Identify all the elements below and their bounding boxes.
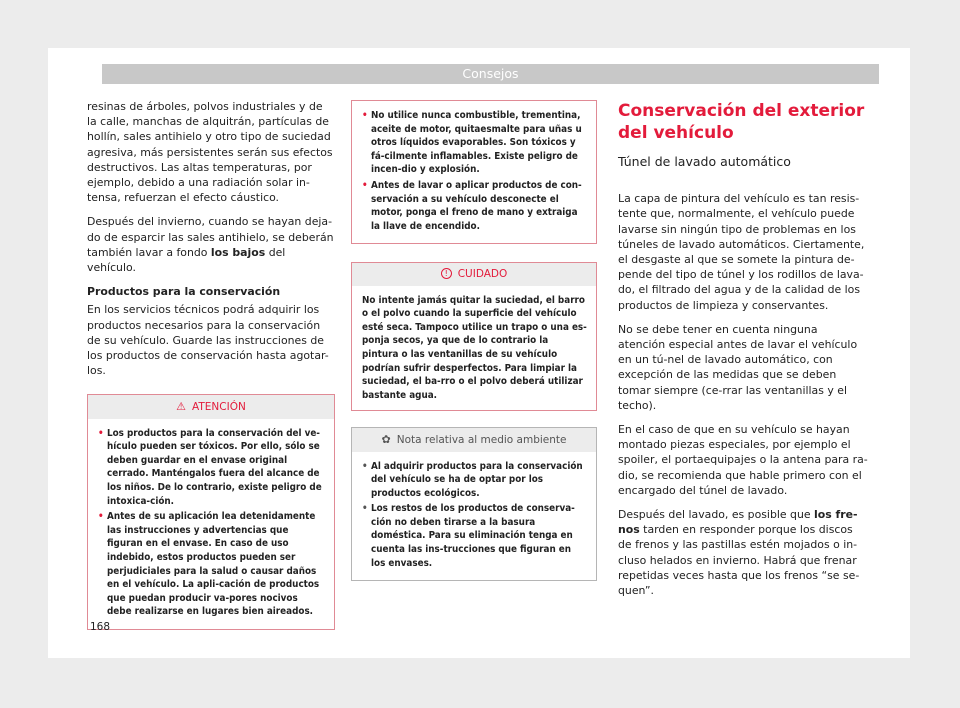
caution-box: [351, 262, 597, 411]
list-item: [98, 510, 325, 619]
bullet-icon: •: [362, 110, 368, 121]
column-left: [87, 99, 335, 644]
environment-flower-icon: ✿: [381, 433, 391, 447]
bullet-icon: •: [362, 460, 368, 472]
list-item: [362, 109, 587, 177]
caution-title: CUIDADO: [457, 268, 508, 281]
list-item-text: Antes de lavar o aplicar productos de con-servación a su vehículo desconecte el motor, ponga el freno de mano y extraiga la llave de encendido.: [371, 179, 582, 232]
bullet-icon: •: [98, 511, 104, 523]
paragraph: [618, 507, 868, 598]
warning-triangle-icon: ⚠: [176, 400, 187, 414]
text: Después del invierno, cuando se hayan deja-do de esparcir las sales antihielo, se deberán también lavar a fondo: [87, 215, 334, 259]
list-item-text: Los restos de los productos de conserva-ción no deben tirarse a la basura doméstica. Para su eliminación tenga en cuenta las ins-trucciones que figuran en los envases.: [371, 503, 575, 569]
paragraph: En los servicios técnicos podrá adquirir los productos necesarios para la conservación de su vehículo. Guarde las instrucciones de los productos de conservación hasta agotar-los.: [87, 303, 329, 378]
list-item-text: Los productos para la conservación del ve-hículo pueden ser tóxicos. Por ello, sólo se deben guardar en el envase original cerrado. Manténgalos fuera del alcance de los niños. De lo contrario, existe peligro de intoxica-ción.: [107, 427, 322, 507]
paragraph: En el caso de que en su vehículo se hayan montado piezas especiales, por ejemplo el spoiler, el portaequipajes o la antena para ra-dio, se recomienda que hable primero con el encargado del túnel de lavado.: [618, 423, 868, 497]
warning-body: [352, 101, 596, 243]
list-item-text: No utilice nunca combustible, trementina, aceite de motor, quitaesmalte para uñas u otros líquidos evaporables. Son tóxicos y fá-cilmente inflamables. Existe peligro de incen-dio y explosión.: [371, 110, 582, 176]
page-number: 168: [90, 621, 111, 633]
text: Después del lavado, es posible que: [618, 508, 815, 522]
text: del vehículo.: [87, 245, 286, 275]
paragraph: La capa de pintura del vehículo es tan resis-tente que, normalmente, el vehículo puede lavarse sin ningún tipo de problemas en los túneles de lavado automáticos. Ciertamente, el desgaste al que se somete la pintura de-pende del tipo de túnel y los rodillos de lava-do, el filtrado del agua y de la calidad de los productos de limpieza y conservantes.: [618, 192, 865, 312]
text: tarden en responder porque los discos de frenos y las pastillas estén mojados o in-cluso helados en invierno. Habrá que frenar repetidas veces hasta que los frenos “se se-quen”.: [618, 523, 860, 598]
bullet-icon: •: [362, 503, 368, 515]
paragraph: No se debe tener en cuenta ninguna atención especial antes de lavar el vehículo en un tú-nel de lavado automático, con excepción de las medidas que se deben tomar siempre (ce-rrar las ventanillas y el techo).: [618, 322, 858, 412]
list-item-text: Antes de su aplicación lea detenidamente las instrucciones y advertencias que figuran en el envase. En caso de uso indebido, estos productos pueden ser perjudiciales para la salud o causar daños en el vehículo. La apli-cación de productos que puedan producir va-pores nocivos debe realizarse en lugares bien aireados.: [107, 511, 320, 618]
list-item-text: Al adquirir productos para la conservación del vehículo se ha de optar por los productos ecológicos.: [371, 460, 583, 499]
manual-page: [48, 48, 910, 658]
warning-box-continued: [351, 100, 597, 244]
section-header: Consejos: [102, 64, 879, 84]
environment-note-box: [351, 427, 597, 581]
column-middle: [351, 100, 597, 595]
list-item: [362, 179, 587, 233]
bold-text: los fre-nos: [618, 508, 858, 537]
environment-body: [352, 452, 596, 581]
bullet-icon: •: [98, 427, 104, 439]
warning-title: ATENCIÓN: [192, 401, 246, 414]
bold-text: los bajos: [210, 245, 266, 259]
subheading: Productos para la conservación: [87, 285, 281, 299]
paragraph: resinas de árboles, polvos industriales y de la calle, manchas de alquitrán, partículas de hollín, sales antihielo y otro tipo de suciedad agresiva, más persistentes serán sus efectos destructivos. Las altas temperaturas, por ejemplo, debido a una radiación solar in-tensa, refuerzan el efecto cáustico.: [87, 100, 333, 205]
warning-header: [88, 395, 334, 418]
environment-title: Nota relativa al medio ambiente: [396, 434, 567, 447]
environment-header: [352, 428, 596, 451]
list-item: [362, 502, 587, 570]
bullet-icon: •: [362, 179, 368, 191]
column-right: [618, 100, 868, 607]
list-item: [362, 460, 587, 501]
warning-box: [87, 394, 335, 630]
list-item: [98, 427, 325, 509]
warning-body: [88, 419, 334, 629]
caution-circle-icon: !: [441, 268, 452, 279]
section-heading: Conservación del exterior del vehículo: [618, 101, 865, 143]
subsection-heading: Túnel de lavado automático: [618, 154, 791, 169]
paragraph: [87, 214, 335, 275]
caution-body: No intente jamás quitar la suciedad, el barro o el polvo cuando la superficie del vehículo esté seca. Tampoco utilice un trapo o una es-ponja secos, ya que de lo contrario la pintura o las ventanillas de su vehículo podrían sufrir desperfectos. Para limpiar la suciedad, el ba-rro o el polvo deberá utilizar bastante agua.: [362, 294, 587, 401]
caution-header: [352, 263, 596, 285]
